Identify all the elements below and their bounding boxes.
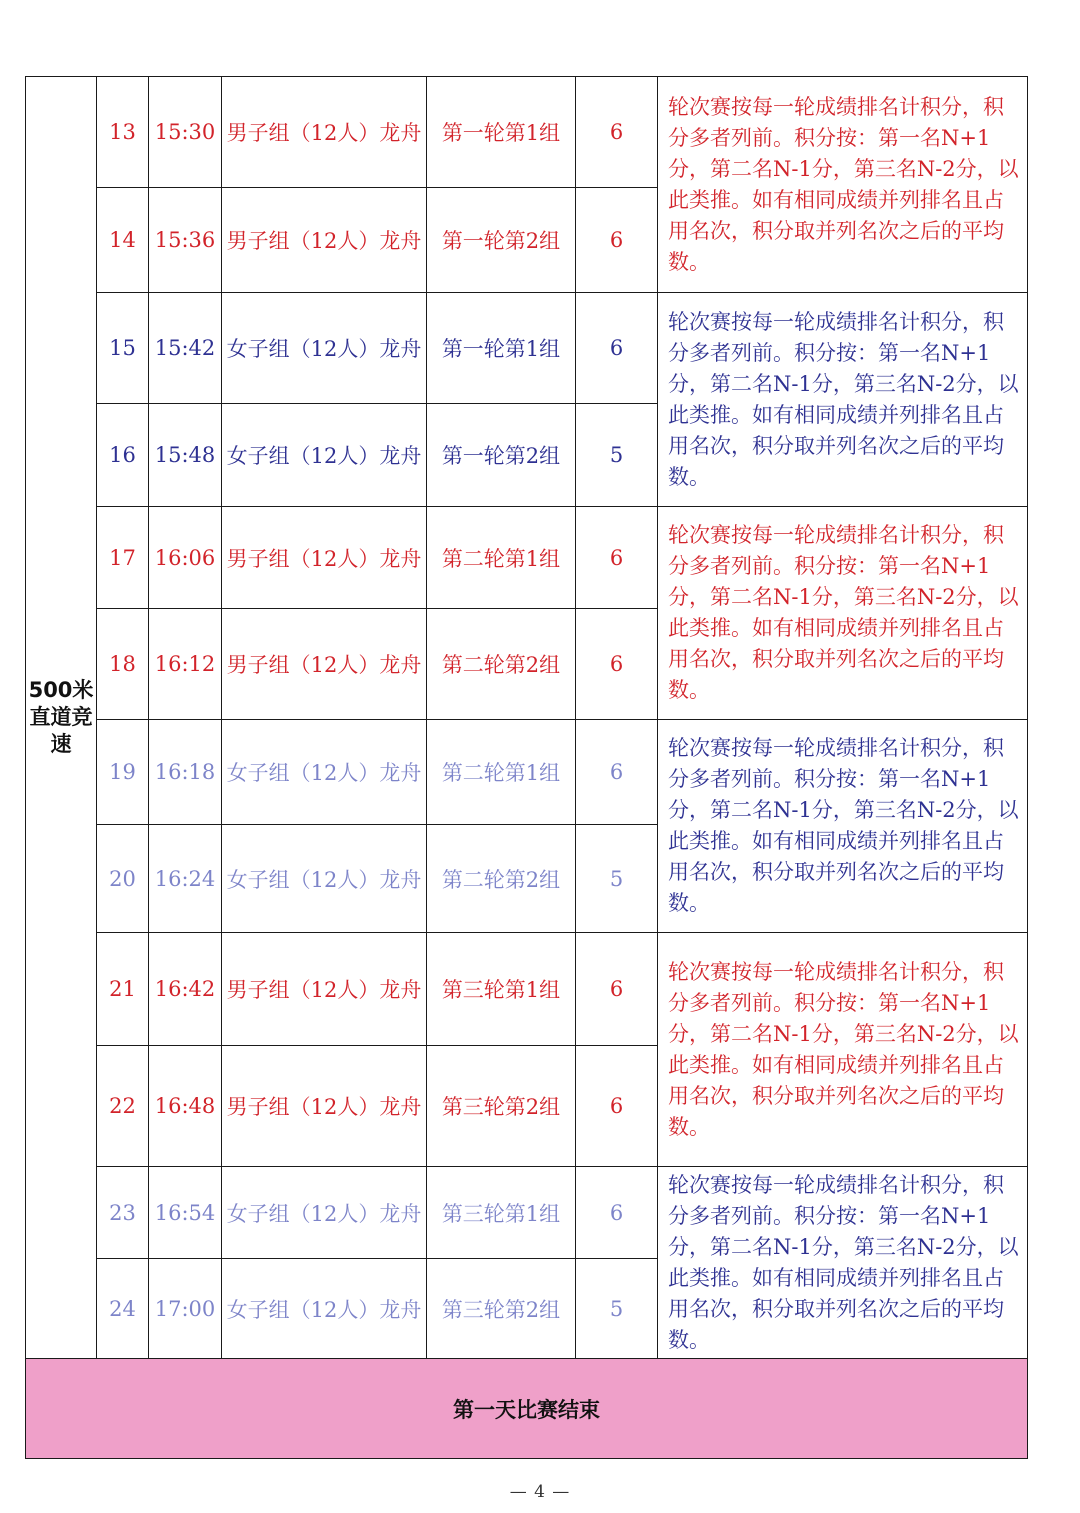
footer-row: [26, 1359, 1028, 1459]
team-count-cell: 6: [576, 720, 658, 825]
row-number-cell: 21: [97, 933, 149, 1046]
event-name-cell: 男子组（12人）龙舟: [222, 77, 427, 188]
start-time-cell: 15:36: [149, 188, 222, 293]
event-name-cell: 女子组（12人）龙舟: [222, 825, 427, 933]
event-name-cell: 女子组（12人）龙舟: [222, 404, 427, 507]
start-time-cell: 15:42: [149, 293, 222, 404]
table-row: [26, 77, 1028, 188]
round-name-cell: 第二轮第1组: [427, 720, 576, 825]
start-time-cell: 17:00: [149, 1259, 222, 1359]
team-count-cell: 6: [576, 188, 658, 293]
team-count-cell: 6: [576, 1046, 658, 1167]
event-name-cell: 女子组（12人）龙舟: [222, 1167, 427, 1259]
event-name-cell: 男子组（12人）龙舟: [222, 188, 427, 293]
table-row: [26, 507, 1028, 609]
event-name-cell: 男子组（12人）龙舟: [222, 933, 427, 1046]
remark-cell: 轮次赛按每一轮成绩排名计积分，积分多者列前。积分按：第一名N+1分，第二名N-1分，第三名N-2分，以此类推。如有相同成绩并列排名且占用名次，积分取并列名次之后的平均数。: [658, 293, 1028, 507]
team-count-cell: 6: [576, 1167, 658, 1259]
event-name-cell: 女子组（12人）龙舟: [222, 720, 427, 825]
remark-cell: 轮次赛按每一轮成绩排名计积分，积分多者列前。积分按：第一名N+1分，第二名N-1分，第三名N-2分，以此类推。如有相同成绩并列排名且占用名次，积分取并列名次之后的平均数。: [658, 720, 1028, 933]
round-name-cell: 第一轮第1组: [427, 293, 576, 404]
table-row: [26, 933, 1028, 1046]
remark-cell: 轮次赛按每一轮成绩排名计积分，积分多者列前。积分按：第一名N+1分，第二名N-1分，第三名N-2分，以此类推。如有相同成绩并列排名且占用名次，积分取并列名次之后的平均数。: [658, 507, 1028, 720]
row-number-cell: 16: [97, 404, 149, 507]
page-number: — 4 —: [509, 1482, 571, 1502]
row-number-cell: 17: [97, 507, 149, 609]
row-number-cell: 19: [97, 720, 149, 825]
start-time-cell: 16:24: [149, 825, 222, 933]
team-count-cell: 5: [576, 1259, 658, 1359]
round-name-cell: 第一轮第2组: [427, 404, 576, 507]
row-number-cell: 18: [97, 609, 149, 720]
row-number-cell: 23: [97, 1167, 149, 1259]
event-name-cell: 女子组（12人）龙舟: [222, 293, 427, 404]
team-count-cell: 6: [576, 293, 658, 404]
round-name-cell: 第一轮第2组: [427, 188, 576, 293]
table-row: [26, 293, 1028, 404]
event-name-cell: 男子组（12人）龙舟: [222, 507, 427, 609]
round-name-cell: 第三轮第2组: [427, 1259, 576, 1359]
start-time-cell: 15:48: [149, 404, 222, 507]
round-name-cell: 第一轮第1组: [427, 77, 576, 188]
team-count-cell: 6: [576, 77, 658, 188]
team-count-cell: 5: [576, 825, 658, 933]
start-time-cell: 16:18: [149, 720, 222, 825]
table-row: [26, 1167, 1028, 1259]
row-number-cell: 14: [97, 188, 149, 293]
start-time-cell: 16:06: [149, 507, 222, 609]
row-number-cell: 13: [97, 77, 149, 188]
category-cell: 500米直道竞速: [26, 77, 97, 1359]
start-time-cell: 16:42: [149, 933, 222, 1046]
team-count-cell: 6: [576, 933, 658, 1046]
start-time-cell: 16:54: [149, 1167, 222, 1259]
row-number-cell: 15: [97, 293, 149, 404]
start-time-cell: 16:48: [149, 1046, 222, 1167]
team-count-cell: 5: [576, 404, 658, 507]
remark-cell: 轮次赛按每一轮成绩排名计积分，积分多者列前。积分按：第一名N+1分，第二名N-1分，第三名N-2分，以此类推。如有相同成绩并列排名且占用名次，积分取并列名次之后的平均数。: [658, 933, 1028, 1167]
table-row: [26, 720, 1028, 825]
day-end-banner: 第一天比赛结束: [26, 1359, 1028, 1459]
row-number-cell: 22: [97, 1046, 149, 1167]
event-name-cell: 女子组（12人）龙舟: [222, 1259, 427, 1359]
round-name-cell: 第二轮第1组: [427, 507, 576, 609]
start-time-cell: 15:30: [149, 77, 222, 188]
round-name-cell: 第二轮第2组: [427, 825, 576, 933]
schedule-table: [25, 76, 1028, 1459]
remark-cell: 轮次赛按每一轮成绩排名计积分，积分多者列前。积分按：第一名N+1分，第二名N-1分，第三名N-2分，以此类推。如有相同成绩并列排名且占用名次，积分取并列名次之后的平均数。: [658, 1167, 1028, 1359]
round-name-cell: 第三轮第2组: [427, 1046, 576, 1167]
event-name-cell: 男子组（12人）龙舟: [222, 609, 427, 720]
team-count-cell: 6: [576, 507, 658, 609]
start-time-cell: 16:12: [149, 609, 222, 720]
schedule-body: [26, 77, 1028, 1459]
event-name-cell: 男子组（12人）龙舟: [222, 1046, 427, 1167]
round-name-cell: 第三轮第1组: [427, 933, 576, 1046]
remark-cell: 轮次赛按每一轮成绩排名计积分，积分多者列前。积分按：第一名N+1分，第二名N-1分，第三名N-2分，以此类推。如有相同成绩并列排名且占用名次，积分取并列名次之后的平均数。: [658, 77, 1028, 293]
round-name-cell: 第三轮第1组: [427, 1167, 576, 1259]
team-count-cell: 6: [576, 609, 658, 720]
row-number-cell: 24: [97, 1259, 149, 1359]
row-number-cell: 20: [97, 825, 149, 933]
round-name-cell: 第二轮第2组: [427, 609, 576, 720]
